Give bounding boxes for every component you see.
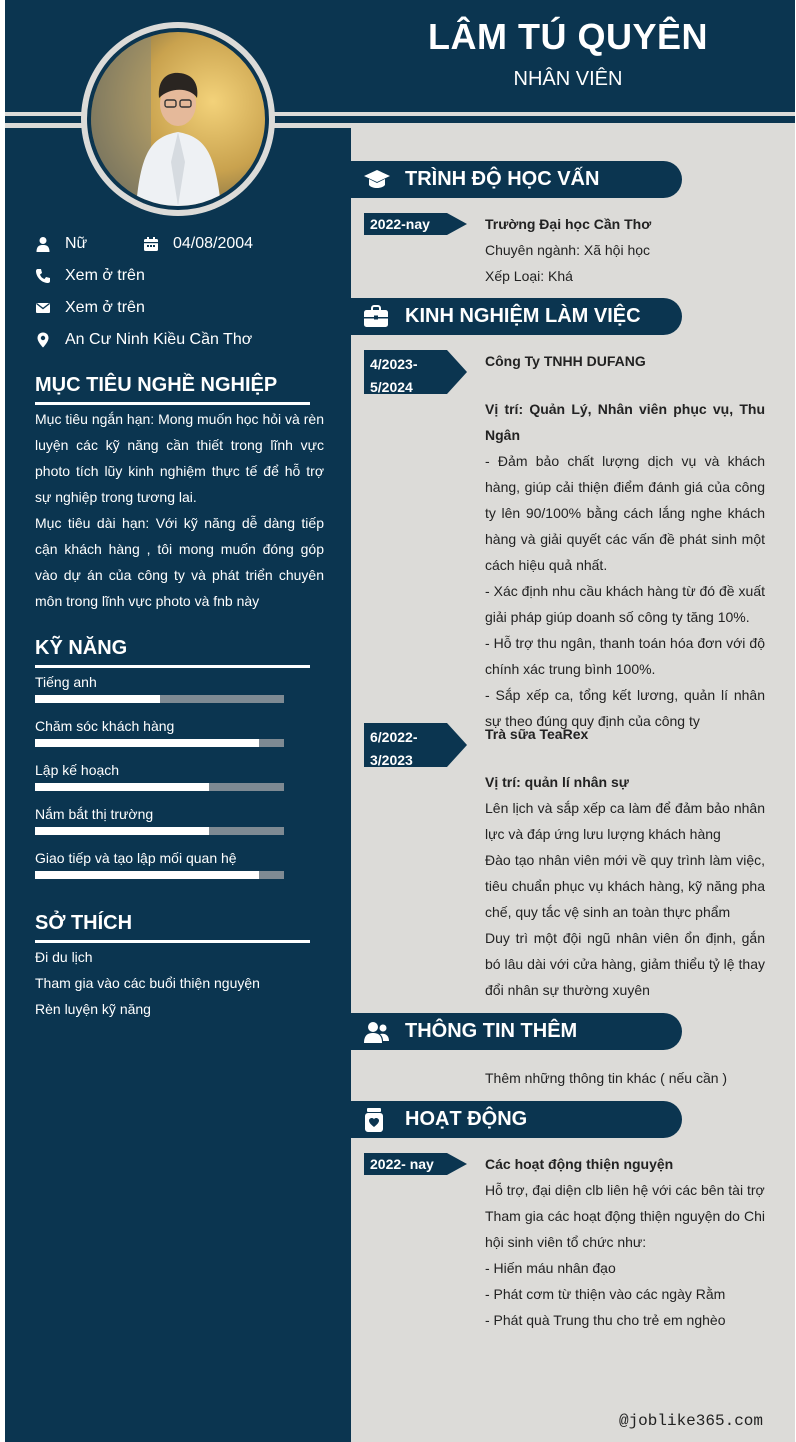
job-date-end: 5/2024 [370,379,413,395]
birthday-row [143,235,253,253]
activity-detail: Tham gia các hoạt động thiện nguyện do Chi hội sinh viên tổ chức như: [485,1208,765,1250]
job-company-name: Công Ty TNHH DUFANG [485,353,646,369]
job-company-name: Trà sữa TeaRex [485,726,589,742]
skill-label: Lập kế hoạch [35,762,120,778]
job-date-tag [364,723,447,767]
footer-watermark: @joblike365.com [618,1412,763,1430]
graduation-cap-icon [363,168,391,192]
cv-page [5,0,795,1442]
briefcase-icon [363,305,389,329]
job-date-end: 3/2023 [370,752,413,768]
location-pin-icon [35,332,51,348]
hobbies-title: SỞ THÍCH [35,912,133,934]
birthday-value: 04/08/2004 [173,235,254,252]
job-details [485,769,765,1003]
hobby-item: Tham gia vào các buổi thiện nguyện [35,975,260,991]
skill-label: Tiếng anh [35,674,97,690]
skill-bar [35,695,284,703]
job-date-start: 4/2023- [370,356,418,372]
users-icon [363,1020,391,1044]
education-major: Chuyên ngành: Xã hội học [485,242,651,258]
job-detail: - Hỗ trợ thu ngân, thanh toán hóa đơn với độ chính xác trung bình 100%. [485,635,765,677]
avatar-photo [91,32,265,206]
objective-rule [35,402,310,405]
skill-bar [35,739,284,747]
education-school: Trường Đại học Cần Thơ [485,216,652,232]
skill-label: Giao tiếp và tạo lập mối quan hệ [35,850,237,866]
activity-detail: Hỗ trợ, đại diện clb liên hệ với các bên tài trợ [485,1182,765,1198]
job-detail: Đào tạo nhân viên mới về quy trình làm việc, tiêu chuẩn phục vụ khách hàng, kỹ năng pha chế, quy tắc vệ sinh an toàn thực phẩm [485,852,765,920]
candidate-role: NHÂN VIÊN [513,68,623,90]
person-icon [35,236,51,252]
address-row [35,331,252,349]
job-date-tag [364,350,447,394]
objective-text [35,406,324,614]
activity-detail: - Hiến máu nhân đạo [485,1260,616,1276]
job-position: Vị trí: quản lí nhân sự [485,774,629,790]
skill-bar [35,783,284,791]
job-details [485,396,765,734]
skill-bar [35,827,284,835]
skill-bar-fill [35,739,259,747]
hobbies-rule [35,940,310,943]
hobby-item: Rèn luyện kỹ năng [35,1001,151,1017]
activity-date-tag [364,1153,447,1175]
phone-icon [35,268,51,284]
candidate-name: LÂM TÚ QUYÊN [428,16,708,57]
skills-title: KỸ NĂNG [35,637,128,659]
objective-short-term: Mục tiêu ngắn hạn: Mong muốn học hỏi và rèn luyện các kỹ năng cần thiết trong lĩnh vực photo tích lũy kinh nghiệm thực tế để hỗ trợ sự nghiệp trong tương lai. [35,411,324,505]
gender-row [35,235,87,253]
education-details [485,211,765,289]
additional-section-header [351,1013,682,1050]
activity-date: 2022- nay [370,1156,434,1172]
activity-detail: - Phát cơm từ thiện vào các ngày Rằm [485,1286,726,1302]
address-value: An Cư Ninh Kiều Cần Thơ [65,331,253,348]
skills-rule [35,665,310,668]
objective-long-term: Mục tiêu dài hạn: Với kỹ năng dễ dàng tiếp cận khách hàng , tôi mong muốn đóng góp vào dự án của công ty và phát triển chuyên môn trong lĩnh vực photo và fnb này [35,515,324,609]
additional-title: THÔNG TIN THÊM [405,1020,578,1042]
phone-row [35,267,145,285]
gender-value: Nữ [65,235,88,252]
envelope-icon [35,300,51,316]
job-detail: - Sắp xếp ca, tổng kết lương, quản lí nhân sự theo đúng quy định của công ty [485,687,765,729]
activities-section-header [351,1101,682,1138]
experience-section-header [351,298,682,335]
education-grade: Xếp Loại: Khá [485,268,573,284]
skill-bar-fill [35,871,259,879]
skill-bar [35,871,284,879]
job-company [485,721,765,747]
activities-title: HOẠT ĐỘNG [405,1108,528,1130]
charity-jar-icon [363,1107,385,1133]
skill-label: Nắm bắt thị trường [35,806,154,822]
activity-name: Các hoạt động thiện nguyện [485,1156,674,1172]
education-title: TRÌNH ĐỘ HỌC VẤN [405,168,600,190]
activity-details [485,1151,765,1333]
job-detail: Duy trì một đội ngũ nhân viên ổn định, gắn bó lâu dài với cửa hàng, giảm thiểu tỷ lệ thay đổi nhân sự thường xuyên [485,930,765,998]
skill-bar-fill [35,827,209,835]
skill-bar-fill [35,783,209,791]
additional-text: Thêm những thông tin khác ( nếu cần ) [485,1070,728,1086]
activity-detail: - Phát quà Trung thu cho trẻ em nghèo [485,1312,726,1328]
job-detail: - Xác định nhu cầu khách hàng từ đó đề xuất giải pháp giúp doanh số công ty tăng 10%. [485,583,765,625]
education-section-header [351,161,682,198]
skill-label: Chăm sóc khách hàng [35,718,175,734]
job-company [485,348,765,374]
email-row [35,299,145,317]
education-date-tag [364,213,447,235]
hobby-item: Đi du lịch [35,949,93,965]
job-detail: - Đảm bảo chất lượng dịch vụ và khách hàng, giúp cải thiện điểm đánh giá của công ty lên 90/100% bằng cách lắng nghe khách hàng và giải quyết các vấn đề phát sinh một cách hiệu quả nhất. [485,453,765,573]
education-date: 2022-nay [370,216,430,232]
job-detail: Lên lịch và sắp xếp ca làm để đảm bảo nhân lực và đáp ứng lưu lượng khách hàng [485,800,765,842]
additional-details [485,1065,765,1091]
job-position: Vị trí: Quản Lý, Nhân viên phục vụ, Thu Ngân [485,401,765,443]
email-value: Xem ở trên [65,299,145,316]
skill-bar-fill [35,695,160,703]
job-date-start: 6/2022- [370,729,418,745]
objective-title: MỤC TIÊU NGHỀ NGHIỆP [35,374,278,396]
experience-title: KINH NGHIỆM LÀM VIỆC [405,305,641,327]
calendar-icon [143,236,159,252]
phone-value: Xem ở trên [65,267,145,284]
